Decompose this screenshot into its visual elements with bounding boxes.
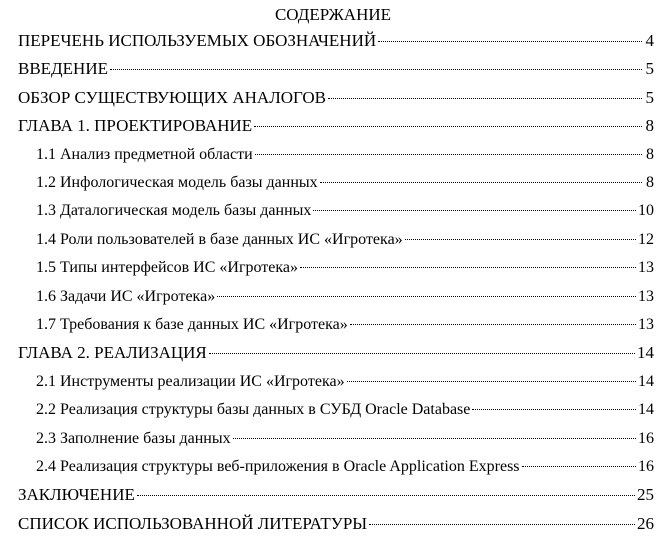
toc-entry-label: ВВЕДЕНИЕ: [18, 59, 108, 79]
dot-leader: [328, 98, 642, 99]
toc-entry-page-number: 10: [638, 202, 654, 220]
toc-entry-page-number: 5: [645, 59, 654, 79]
toc-entry-label: 1.6 Задачи ИС «Игротека»: [36, 287, 216, 305]
toc-entry: [36, 200, 654, 222]
toc-entry-page-number: 4: [645, 31, 654, 50]
toc-entry-label: ЗАКЛЮЧЕНИЕ: [18, 485, 135, 505]
dot-leader: [347, 381, 636, 382]
dot-leader: [300, 267, 636, 268]
toc-entry-label: 2.1 Инструменты реализации ИС «Игротека»: [36, 372, 345, 390]
dot-leader: [313, 210, 636, 211]
toc-entry-page-number: 13: [638, 259, 654, 277]
toc-entry: [36, 428, 654, 450]
toc-entry-page-number: 26: [637, 513, 654, 533]
dot-leader: [350, 324, 636, 325]
toc-entry: [18, 87, 654, 109]
toc-entry-label: СПИСОК ИСПОЛЬЗОВАННОЙ ЛИТЕРАТУРЫ: [18, 513, 368, 533]
toc-entry-page-number: 16: [638, 429, 654, 447]
toc-entry-label: 1.4 Роли пользователей в базе данных ИС «Игротека»: [36, 230, 403, 248]
toc-entry-page-number: 8: [646, 145, 654, 163]
toc-entry-label: 1.7 Требования к базе данных ИС «Игротека»: [36, 316, 348, 333]
dot-leader: [378, 41, 642, 42]
dot-leader: [369, 524, 635, 525]
toc-entry-label: 2.4 Реализация структуры веб-приложения в Oracle Application Express: [36, 458, 520, 475]
toc-entry-page-number: 13: [638, 287, 654, 305]
toc-entry-label: 1.3 Даталогическая модель базы данных: [36, 202, 312, 220]
dot-leader: [233, 438, 636, 439]
toc-entry-label: ПЕРЕЧЕНЬ ИСПОЛЬЗУЕМЫХ ОБОЗНАЧЕНИЙ: [18, 31, 377, 50]
toc-entry: [18, 513, 654, 535]
toc-entry: [18, 115, 654, 137]
toc-entry: [36, 399, 654, 421]
toc-entry-page-number: 14: [638, 372, 654, 390]
toc-entry: [36, 371, 654, 393]
toc-entry-page-number: 12: [638, 230, 654, 248]
toc-entry-label: 2.3 Заполнение базы данных: [36, 429, 231, 447]
toc-entry: [36, 144, 654, 166]
dot-leader: [472, 409, 636, 410]
dot-leader: [110, 69, 642, 70]
toc-entry-label: 1.1 Анализ предметной области: [36, 145, 253, 163]
toc-entry: [18, 58, 654, 80]
toc-entry: [18, 342, 654, 364]
toc-entry-label: ГЛАВА 2. РЕАЛИЗАЦИЯ: [18, 343, 207, 363]
toc-entry: [36, 257, 654, 279]
dot-leader: [522, 466, 636, 467]
dot-leader: [254, 126, 642, 127]
toc-entry: [36, 229, 654, 251]
toc-entry-page-number: 25: [637, 485, 654, 505]
toc-entry: [36, 172, 654, 194]
dot-leader: [217, 296, 636, 297]
toc-entry-page-number: 8: [646, 174, 654, 191]
toc-entry-page-number: 5: [645, 87, 654, 107]
dot-leader: [405, 239, 636, 240]
dot-leader: [209, 353, 635, 354]
toc-entry-page-number: 16: [638, 458, 654, 475]
dot-leader: [137, 495, 635, 496]
toc-entry-label: 2.2 Реализация структуры базы данных в СУБД Oracle Database: [36, 401, 471, 419]
toc-title: СОДЕРЖАНИЕ: [274, 5, 392, 24]
toc-entry: [18, 484, 654, 506]
toc-entry-page-number: 14: [638, 401, 654, 419]
toc-entry: [18, 30, 654, 52]
toc-entry-label: 1.5 Типы интерфейсов ИС «Игротека»: [36, 259, 299, 277]
toc-entry: [36, 456, 654, 478]
toc-entry: [36, 314, 654, 336]
toc-entry-label: 1.2 Инфологическая модель базы данных: [36, 174, 318, 191]
toc-entry: [36, 286, 654, 308]
dot-leader: [255, 154, 642, 155]
dot-leader: [320, 182, 642, 183]
toc-entry-page-number: 8: [645, 116, 654, 136]
toc-entry-page-number: 13: [638, 316, 654, 333]
toc-entry-page-number: 14: [637, 343, 654, 363]
toc-entry-label: ОБЗОР СУЩЕСТВУЮЩИХ АНАЛОГОВ: [18, 87, 327, 107]
toc-entry-label: ГЛАВА 1. ПРОЕКТИРОВАНИЕ: [18, 116, 253, 136]
